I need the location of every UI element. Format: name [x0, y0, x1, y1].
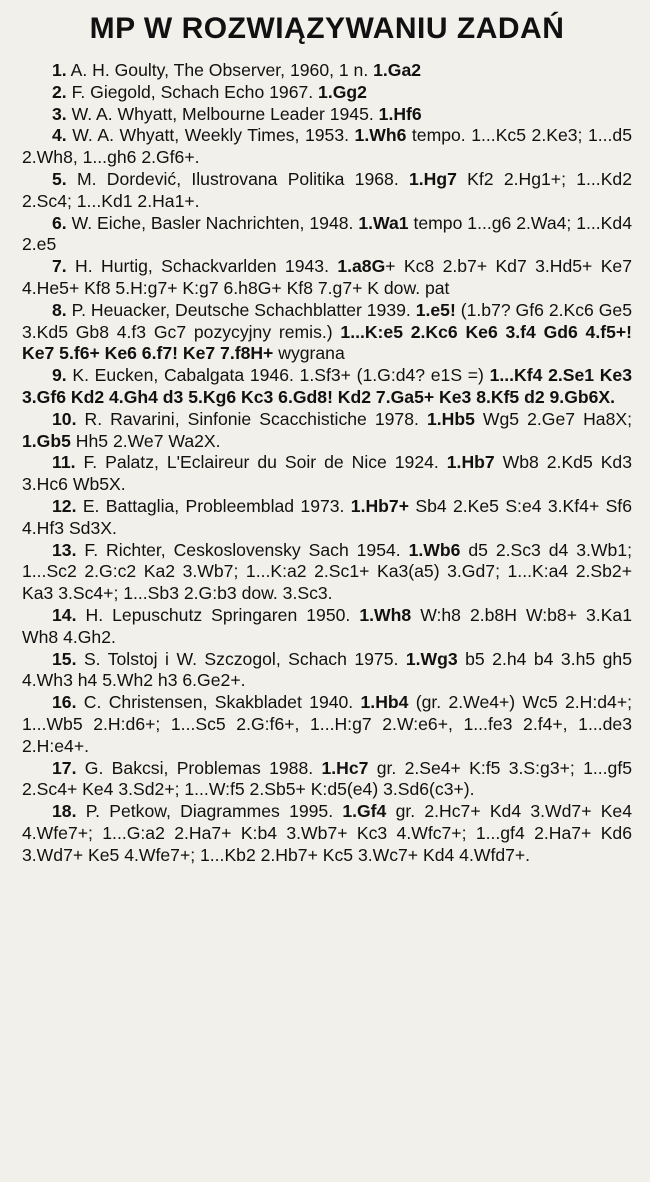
entry-text: (1.b7? Gf6 2.Kc6 Ge5 3.Kd5 Gb8 4.f3 Gc7 pozycyjny remis.) [22, 299, 632, 342]
entry-number: 9. [52, 365, 67, 386]
entry-text: A. H. Goulty, The Observer, 1960, 1 n. [66, 60, 374, 80]
key-move: 1...K:e5 2.Kc6 Ke6 3.f4 Gd6 4.f5+! Ke7 5.f6+ Ke6 6.f7! Ke7 7.f8H+ [22, 321, 632, 364]
entry-text: M. Dordević, Ilustrovana Politika 1968. [66, 168, 409, 189]
key-move: 1.Hb4 [360, 692, 409, 713]
entry-text: W. A. Whyatt, Melbourne Leader 1945. [66, 103, 379, 124]
key-move: 1.Wa1 [358, 212, 409, 233]
solution-entry [22, 125, 632, 169]
key-move: 1.Hc7 [321, 757, 369, 778]
key-move: 1.a8G [337, 256, 386, 277]
key-move: 1.Wh8 [359, 604, 412, 625]
solution-entry [22, 365, 632, 409]
entry-text: G. Bakcsi, Problemas 1988. [76, 757, 322, 778]
entry-text: F. Giegold, Schach Echo 1967. [66, 81, 319, 102]
key-move: 1.Hb7 [446, 452, 495, 473]
key-move: 1.Gb5 [22, 430, 71, 451]
entry-text: R. Ravarini, Sinfonie Scacchistiche 1978. [76, 408, 427, 429]
solution-entry [22, 104, 632, 126]
entry-text: Sb4 2.Ke5 S:e4 3.Kf4+ Sf6 4.Hf3 Sd3X. [22, 495, 632, 538]
solution-entry [22, 758, 632, 802]
key-move: 1.Wb6 [408, 539, 461, 560]
key-move: 1...Kf4 2.Se1 Ke3 3.Gf6 Kd2 4.Gh4 d3 5.Kg6 Kc3 6.Gd8! Kd2 7.Ga5+ Ke3 8.Kf5 d2 9.Gb6X. [22, 365, 633, 407]
entry-number: 12. [52, 495, 77, 516]
key-move: 1.Wg3 [405, 648, 458, 669]
key-move: 1.Hf6 [378, 103, 422, 124]
solution-entry [22, 213, 632, 257]
entry-text: W:h8 2.b8H W:b8+ 3.Ka1 Wh8 4.Gh2. [22, 604, 632, 647]
entry-text: C. Christensen, Skakbladet 1940. [76, 692, 361, 713]
key-move: 1.Hb5 [426, 408, 475, 429]
entry-text: + Kc8 2.b7+ Kd7 3.Hd5+ Ke7 4.He5+ Kf8 5.H:g7+ K:g7 6.h8G+ Kf8 7.g7+ K dow. pat [22, 256, 632, 298]
key-move: 1.Hb7+ [350, 495, 409, 516]
entry-text: d5 2.Sc3 d4 3.Wb1; 1...Sc2 2.G:c2 Ka2 3.Wb7; 1...K:a2 2.Sc1+ Ka3(a5) 3.Gd7; 1...K:a4 2.Sb2+ Ka3 3.Sc4+; 1...Sb3 2.G:b3 dow. 3.Sc3. [22, 539, 632, 604]
entry-number: 18. [52, 801, 77, 822]
entry-number: 5. [52, 168, 67, 189]
entry-number: 8. [52, 299, 67, 320]
entry-text: gr. 2.Hc7+ Kd4 3.Wd7+ Ke4 4.Wfe7+; 1...G:a2 2.Ha7+ K:b4 3.Wb7+ Kc3 4.Wfc7+; 1...gf4 2.Ha7+ Kd6 3.Wd7+ Ke5 4.Wfe7+; 1...Kb2 2.Hb7+ Kc5 3.Wc7+ Kd4 4.Wfd7+. [22, 801, 633, 865]
entry-text: W. A. Whyatt, Weekly Times, 1953. [66, 125, 355, 146]
entry-number: 2. [52, 81, 67, 102]
entry-text: b5 2.h4 b4 3.h5 gh5 4.Wh3 h4 5.Wh2 h3 6.Ge2+. [22, 648, 632, 691]
entry-number: 17. [52, 757, 77, 778]
entry-number: 4. [52, 125, 67, 146]
entry-text: Wb8 2.Kd5 Kd3 3.Hc6 Wb5X. [22, 452, 633, 495]
entry-text: Wg5 2.Ge7 Ha8X; [474, 408, 632, 429]
entry-number: 6. [52, 212, 67, 233]
key-move: 1.Gf4 [342, 801, 387, 822]
solution-entry [22, 169, 632, 213]
entry-text: tempo 1...g6 2.Wa4; 1...Kd4 2.e5 [22, 212, 632, 255]
entry-text: F. Richter, Ceskoslovensky Sach 1954. [76, 539, 409, 560]
solution-entry [22, 452, 632, 496]
solution-entry [22, 256, 632, 300]
solution-entry [22, 496, 632, 540]
entry-number: 13. [52, 539, 77, 560]
entry-text: wygrana [273, 343, 345, 364]
entry-number: 1. [52, 60, 67, 80]
entry-text: E. Battaglia, Probleemblad 1973. [76, 495, 351, 516]
entry-text: P. Petkow, Diagrammes 1995. [76, 801, 343, 822]
entry-text: H. Lepuschutz Springaren 1950. [76, 604, 360, 625]
solution-entry [22, 300, 632, 365]
entry-text: P. Heuacker, Deutsche Schachblatter 1939. [66, 299, 416, 320]
key-move: 1.Wh6 [354, 125, 407, 146]
entry-number: 3. [52, 103, 67, 124]
solutions-list [22, 60, 632, 866]
solution-entry [22, 649, 632, 693]
solution-entry [22, 692, 632, 757]
key-move: 1.Hg7 [408, 168, 457, 189]
entry-text: (gr. 2.We4+) Wc5 2.H:d4+; 1...Wb5 2.H:d6+; 1...Sc5 2.G:f6+, 1...H:g7 2.W:e6+, 1...fe3 2.f4+, 1...de3 2.H:e4+. [22, 692, 632, 756]
solution-entry [22, 409, 632, 453]
entry-text: Kf2 2.Hg1+; 1...Kd2 2.Sc4; 1...Kd1 2.Ha1+. [22, 168, 632, 211]
entry-number: 11. [52, 452, 76, 473]
entry-number: 16. [52, 692, 77, 713]
entry-text: tempo. 1...Kc5 2.Ke3; 1...d5 2.Wh8, 1...gh6 2.Gf6+. [22, 125, 632, 168]
entry-text: Hh5 2.We7 Wa2X. [70, 430, 221, 451]
entry-text: H. Hurtig, Schackvarlden 1943. [66, 256, 338, 277]
entry-number: 10. [52, 408, 77, 429]
key-move: 1.e5! [415, 299, 456, 320]
entry-text: S. Tolstoj i W. Szczogol, Schach 1975. [76, 648, 406, 669]
entry-number: 7. [52, 256, 67, 277]
page-title: MP W ROZWIĄZYWANIU ZADAŃ [89, 12, 565, 45]
entry-number: 15. [52, 648, 77, 669]
entry-text: K. Eucken, Cabalgata 1946. 1.Sf3+ (1.G:d4? e1S =) [66, 365, 490, 386]
key-move: 1.Gg2 [318, 81, 367, 102]
solution-entry [22, 60, 632, 82]
entry-text: W. Eiche, Basler Nachrichten, 1948. [66, 212, 359, 233]
solution-entry [22, 540, 632, 605]
solution-entry [22, 801, 632, 866]
entry-text: F. Palatz, L'Eclaireur du Soir de Nice 1924. [75, 452, 447, 473]
key-move: 1.Ga2 [373, 60, 422, 80]
solution-entry [22, 82, 632, 104]
solution-entry [22, 605, 632, 649]
entry-text: gr. 2.Se4+ K:f5 3.S:g3+; 1...gf5 2.Sc4+ Ke4 3.Sd2+; 1...W:f5 2.Sb5+ K:d5(e4) 3.Sd6(c3+). [22, 757, 632, 800]
entry-number: 14. [52, 604, 77, 625]
